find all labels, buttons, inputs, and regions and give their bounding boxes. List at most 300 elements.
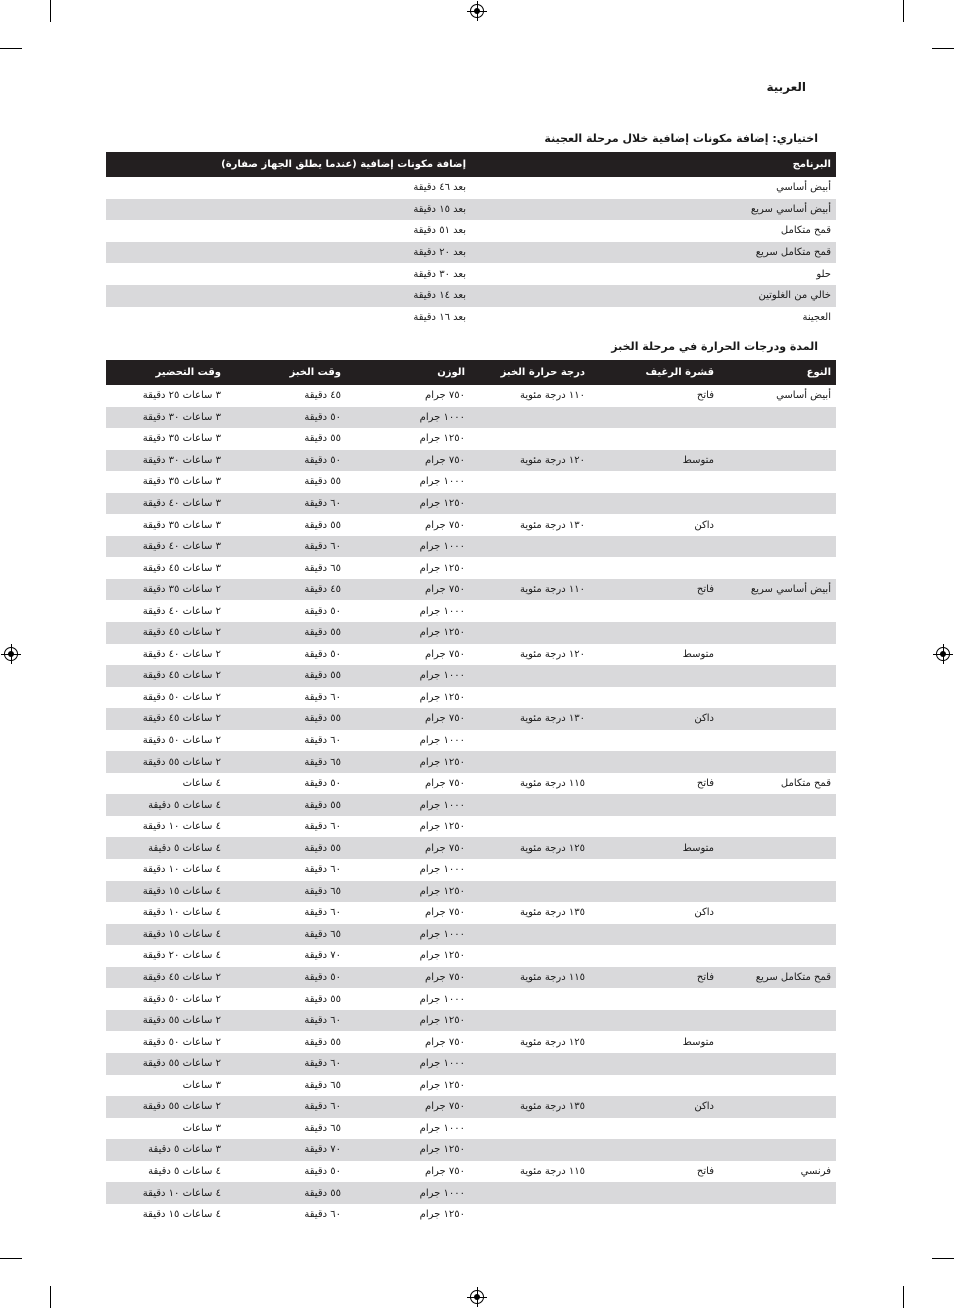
crop-mark <box>932 1258 954 1259</box>
type-cell <box>719 450 836 472</box>
crop-mark <box>0 1258 22 1259</box>
weight-cell: ٧٥٠ جرام <box>425 390 465 402</box>
program-cell: حلو <box>816 268 831 280</box>
table-row <box>106 1182 836 1204</box>
baking-time-cell: ٦٠ دقيقة <box>226 493 346 515</box>
preparation-time-cell: ٤ ساعات ١٥ دقيقة <box>106 881 226 903</box>
section1-title: اختياري: إضافة مكونات إضافية خلال مرحلة العجينة <box>544 132 818 145</box>
weight-cell: ١٢٥٠ جرام <box>419 821 465 833</box>
crust-cell <box>590 1053 719 1075</box>
baking-time-cell: ٦٠ دقيقة <box>226 1010 346 1032</box>
weight-cell: ٧٥٠ جرام <box>425 907 465 919</box>
table-row <box>106 837 836 859</box>
table-row <box>106 1204 836 1226</box>
type-cell <box>719 708 836 730</box>
crust-cell <box>590 493 719 515</box>
preparation-time-cell: ٢ ساعات ٤٥ دقيقة <box>106 665 226 687</box>
preparation-time-cell: ٤ ساعات <box>182 778 221 790</box>
table-row <box>106 1096 836 1118</box>
temperature-cell <box>470 665 590 687</box>
baking-time-cell: ٦٥ دقيقة <box>226 751 346 773</box>
crust-cell <box>590 407 719 429</box>
crop-mark <box>50 0 51 22</box>
table-row <box>106 428 836 450</box>
preparation-time-cell: ٤ ساعات ٥ دقيقة <box>106 794 226 816</box>
crust-cell: متوسط <box>590 837 719 859</box>
temperature-cell <box>470 945 590 967</box>
weight-cell: ١٢٥٠ جرام <box>346 751 470 773</box>
table-row <box>106 307 836 329</box>
temperature-cell <box>470 1139 590 1161</box>
table-row <box>106 1118 836 1140</box>
table-row <box>106 493 836 515</box>
temperature-cell <box>470 816 590 838</box>
temperature-cell: ١١٥ درجة مئوية <box>520 1165 585 1177</box>
preparation-time-cell: ٢ ساعات ٥٥ دقيقة <box>106 1053 226 1075</box>
preparation-time-cell: ٢ ساعات ٤٠ دقيقة <box>142 605 221 617</box>
crust-cell: داكن <box>590 1096 719 1118</box>
column-header-baking-temperature: درجة حرارة الخبز <box>470 360 590 385</box>
program-cell: قمح متكامل <box>780 225 831 237</box>
crop-mark <box>903 1286 904 1308</box>
weight-cell: ٧٥٠ جرام <box>425 1036 465 1048</box>
preparation-time-cell: ٢ ساعات ٤٠ دقيقة <box>142 648 221 660</box>
crust-cell <box>590 924 719 946</box>
baking-time-cell: ٦٠ دقيقة <box>304 691 341 703</box>
weight-cell: ١٢٥٠ جرام <box>346 493 470 515</box>
baking-time-cell: ٦٥ دقيقة <box>226 924 346 946</box>
table-row <box>106 557 836 579</box>
preparation-time-cell: ٤ ساعات ١٠ دقيقة <box>142 907 221 919</box>
table-row <box>106 988 836 1010</box>
type-cell <box>719 1031 836 1053</box>
add-ingredients-time-cell: بعد ٤٦ دقيقة <box>413 182 466 194</box>
type-cell <box>719 665 836 687</box>
table-row <box>106 450 836 472</box>
type-cell <box>719 600 836 622</box>
crust-cell: داكن <box>694 907 714 919</box>
type-cell <box>719 407 836 429</box>
table-row <box>106 687 836 709</box>
preparation-time-cell: ٣ ساعات ٤٠ دقيقة <box>106 536 226 558</box>
temperature-cell <box>470 493 590 515</box>
temperature-cell <box>470 407 590 429</box>
add-ingredients-time-cell: بعد ١٥ دقيقة <box>106 199 471 221</box>
table-row <box>106 773 836 795</box>
crust-cell <box>590 859 719 881</box>
type-cell <box>719 557 836 579</box>
crust-cell: داكن <box>590 708 719 730</box>
preparation-time-cell: ٣ ساعات ٣٠ دقيقة <box>106 450 226 472</box>
crust-cell: فاتح <box>590 967 719 989</box>
crust-cell <box>590 536 719 558</box>
crust-cell <box>590 1010 719 1032</box>
crust-cell: فاتح <box>696 390 714 402</box>
preparation-time-cell: ٤ ساعات ١٠ دقيقة <box>142 821 221 833</box>
preparation-time-cell: ٢ ساعات ٥٥ دقيقة <box>106 1010 226 1032</box>
table-row <box>106 751 836 773</box>
temperature-cell <box>470 557 590 579</box>
preparation-time-cell: ٢ ساعات ٥٠ دقيقة <box>142 993 221 1005</box>
type-cell <box>719 1139 836 1161</box>
weight-cell: ٧٥٠ جرام <box>346 708 470 730</box>
weight-cell: ٧٥٠ جرام <box>346 450 470 472</box>
weight-cell: ١٠٠٠ جرام <box>346 536 470 558</box>
type-cell: قمح متكامل سريع <box>719 967 836 989</box>
baking-time-cell: ٥٥ دقيقة <box>226 1182 346 1204</box>
table-row <box>106 263 836 285</box>
baking-time-cell: ٧٠ دقيقة <box>226 1139 346 1161</box>
baking-time-cell: ٥٥ دقيقة <box>304 1036 341 1048</box>
preparation-time-cell: ٣ ساعات ٤٥ دقيقة <box>142 562 221 574</box>
weight-cell: ١٢٥٠ جرام <box>419 1209 465 1221</box>
crust-cell <box>590 730 719 752</box>
type-cell: أبيض أساسي <box>776 390 831 402</box>
crust-cell <box>590 687 719 709</box>
crust-cell <box>590 794 719 816</box>
temperature-cell <box>470 988 590 1010</box>
table-row <box>106 730 836 752</box>
table-row <box>106 881 836 903</box>
type-cell <box>719 428 836 450</box>
baking-time-cell: ٦٠ دقيقة <box>304 735 341 747</box>
baking-time-cell: ٦٥ دقيقة <box>304 562 341 574</box>
temperature-cell <box>470 1010 590 1032</box>
table-row <box>106 407 836 429</box>
weight-cell: ١٠٠٠ جرام <box>346 407 470 429</box>
temperature-cell <box>470 794 590 816</box>
type-cell <box>719 1053 836 1075</box>
crust-cell: متوسط <box>590 450 719 472</box>
baking-time-cell: ٥٥ دقيقة <box>226 708 346 730</box>
temperature-cell <box>470 1204 590 1226</box>
temperature-cell <box>470 428 590 450</box>
weight-cell: ١٢٥٠ جرام <box>419 950 465 962</box>
preparation-time-cell: ٣ ساعات ٣٥ دقيقة <box>142 476 221 488</box>
temperature-cell <box>470 1075 590 1097</box>
temperature-cell: ١٣٥ درجة مئوية <box>520 907 585 919</box>
type-cell <box>719 794 836 816</box>
preparation-time-cell: ٣ ساعات <box>182 1079 221 1091</box>
baking-time-cell: ٥٠ دقيقة <box>304 605 341 617</box>
weight-cell: ٧٥٠ جرام <box>346 967 470 989</box>
temperature-cell: ١١٥ درجة مئوية <box>470 967 590 989</box>
baking-time-cell: ٥٥ دقيقة <box>304 993 341 1005</box>
table-row <box>106 902 836 924</box>
baking-time-cell: ٦٠ دقيقة <box>226 1096 346 1118</box>
preparation-time-cell: ٤ ساعات ١٠ دقيقة <box>142 864 221 876</box>
type-cell <box>719 1010 836 1032</box>
temperature-cell: ١٣٠ درجة مئوية <box>470 708 590 730</box>
temperature-cell: ١٣٠ درجة مئوية <box>520 519 585 531</box>
baking-time-temperature-table <box>106 360 836 1225</box>
type-cell <box>719 471 836 493</box>
baking-time-cell: ٦٠ دقيقة <box>226 536 346 558</box>
type-cell <box>719 1075 836 1097</box>
column-header-add-ingredients: إضافة مكونات إضافية (عندما يطلق الجهاز صفارة) <box>106 152 471 177</box>
temperature-cell <box>470 622 590 644</box>
crust-cell <box>590 1118 719 1140</box>
preparation-time-cell: ٤ ساعات ١٠ دقيقة <box>106 1182 226 1204</box>
section2-title: المدة ودرجات الحرارة في مرحلة الخبز <box>611 340 818 353</box>
table-row <box>106 1010 836 1032</box>
type-cell <box>719 988 836 1010</box>
baking-time-cell: ٥٠ دقيقة <box>226 450 346 472</box>
type-cell <box>719 924 836 946</box>
baking-time-cell: ٥٥ دقيقة <box>226 794 346 816</box>
add-ingredients-time-cell: بعد ١٦ دقيقة <box>413 311 466 323</box>
weight-cell: ١٢٥٠ جرام <box>346 1139 470 1161</box>
temperature-cell <box>470 1182 590 1204</box>
table-row <box>106 665 836 687</box>
weight-cell: ٧٥٠ جرام <box>346 579 470 601</box>
temperature-cell <box>470 1053 590 1075</box>
preparation-time-cell: ٣ ساعات ٤٠ دقيقة <box>106 493 226 515</box>
baking-time-cell: ٦٠ دقيقة <box>226 1053 346 1075</box>
column-header-type: النوع <box>719 360 836 385</box>
temperature-cell <box>470 471 590 493</box>
table-row <box>106 924 836 946</box>
preparation-time-cell: ٢ ساعات ٥٠ دقيقة <box>142 691 221 703</box>
preparation-time-cell: ٣ ساعات ٣٥ دقيقة <box>142 519 221 531</box>
baking-time-cell: ٥٠ دقيقة <box>226 407 346 429</box>
type-cell <box>719 622 836 644</box>
weight-cell: ٧٥٠ جرام <box>425 778 465 790</box>
preparation-time-cell: ٢ ساعات ٣٥ دقيقة <box>106 579 226 601</box>
temperature-cell <box>470 600 590 622</box>
baking-time-cell: ٥٥ دقيقة <box>304 433 341 445</box>
program-cell: أبيض أساسي سريع <box>471 199 836 221</box>
preparation-time-cell: ٢ ساعات ٥٠ دقيقة <box>142 1036 221 1048</box>
baking-time-cell: ٥٥ دقيقة <box>304 476 341 488</box>
baking-time-cell: ٦٥ دقيقة <box>304 1079 341 1091</box>
weight-cell: ١٢٥٠ جرام <box>419 433 465 445</box>
type-cell <box>719 730 836 752</box>
weight-cell: ٧٥٠ جرام <box>346 837 470 859</box>
table-row <box>106 859 836 881</box>
registration-mark-icon <box>936 647 950 661</box>
preparation-time-cell: ٤ ساعات ١٥ دقيقة <box>106 924 226 946</box>
crust-cell: داكن <box>694 519 714 531</box>
table-row <box>106 177 836 199</box>
crust-cell <box>590 665 719 687</box>
baking-time-cell: ٥٠ دقيقة <box>304 1165 341 1177</box>
weight-cell: ١٠٠٠ جرام <box>419 993 465 1005</box>
crust-cell <box>590 1182 719 1204</box>
preparation-time-cell: ٤ ساعات ٥ دقيقة <box>148 1165 221 1177</box>
baking-time-cell: ٦٠ دقيقة <box>304 1209 341 1221</box>
preparation-time-cell: ٢ ساعات ٤٥ دقيقة <box>106 622 226 644</box>
column-header-weight: الوزن <box>346 360 470 385</box>
weight-cell: ١٠٠٠ جرام <box>346 794 470 816</box>
type-cell <box>719 1096 836 1118</box>
table-row <box>106 1075 836 1097</box>
column-header-program: البرنامج <box>471 152 836 177</box>
temperature-cell <box>470 687 590 709</box>
temperature-cell: ١٢٠ درجة مئوية <box>470 450 590 472</box>
baking-time-cell: ٥٠ دقيقة <box>226 967 346 989</box>
table-row <box>106 1139 836 1161</box>
weight-cell: ١٠٠٠ جرام <box>419 605 465 617</box>
preparation-time-cell: ٢ ساعات ٥٥ دقيقة <box>106 1096 226 1118</box>
crust-cell <box>590 1075 719 1097</box>
temperature-cell: ١٢٠ درجة مئوية <box>520 648 585 660</box>
crust-cell <box>590 945 719 967</box>
temperature-cell <box>470 1118 590 1140</box>
baking-time-cell: ٦٠ دقيقة <box>304 821 341 833</box>
table-row <box>106 1161 836 1183</box>
column-header-crust: قشرة الرغيف <box>590 360 719 385</box>
crop-mark <box>932 48 954 49</box>
weight-cell: ١٠٠٠ جرام <box>419 735 465 747</box>
type-cell <box>719 536 836 558</box>
baking-time-cell: ٥٥ دقيقة <box>226 622 346 644</box>
crust-cell <box>590 751 719 773</box>
baking-time-cell: ٦٥ دقيقة <box>226 881 346 903</box>
weight-cell: ١٠٠٠ جرام <box>419 864 465 876</box>
table-row <box>106 199 836 221</box>
crust-cell <box>590 471 719 493</box>
table-row <box>106 1031 836 1053</box>
table-row <box>106 816 836 838</box>
baking-time-cell: ٥٠ دقيقة <box>304 778 341 790</box>
add-ingredients-time-cell: بعد ٣٠ دقيقة <box>413 268 466 280</box>
crop-mark <box>50 1286 51 1308</box>
column-header-baking-time: وقت الخبز <box>226 360 346 385</box>
weight-cell: ١٢٥٠ جرام <box>419 562 465 574</box>
baking-time-cell: ٦٠ دقيقة <box>304 864 341 876</box>
program-cell: قمح متكامل سريع <box>471 242 836 264</box>
registration-mark-icon <box>470 4 484 18</box>
table-row <box>106 514 836 536</box>
page-language-label: العربية <box>766 80 806 94</box>
crust-cell <box>590 428 719 450</box>
crust-cell: متوسط <box>682 1036 714 1048</box>
preparation-time-cell: ٢ ساعات ٤٥ دقيقة <box>106 967 226 989</box>
table-header-row <box>106 152 836 177</box>
preparation-time-cell: ٣ ساعات <box>182 1122 221 1134</box>
weight-cell: ١٠٠٠ جرام <box>419 1122 465 1134</box>
weight-cell: ١٢٥٠ جرام <box>419 1079 465 1091</box>
crust-cell <box>590 816 719 838</box>
temperature-cell: ١٢٥ درجة مئوية <box>520 1036 585 1048</box>
table-row <box>106 945 836 967</box>
temperature-cell <box>470 859 590 881</box>
baking-time-cell: ٤٥ دقيقة <box>304 390 341 402</box>
table-row <box>106 220 836 242</box>
crust-cell <box>590 988 719 1010</box>
weight-cell: ١٢٥٠ جرام <box>346 622 470 644</box>
weight-cell: ١٠٠٠ جرام <box>346 1182 470 1204</box>
type-cell <box>719 1204 836 1226</box>
table-row <box>106 471 836 493</box>
type-cell <box>719 644 836 666</box>
weight-cell: ١٢٥٠ جرام <box>419 691 465 703</box>
weight-cell: ١٢٥٠ جرام <box>346 1010 470 1032</box>
temperature-cell <box>470 881 590 903</box>
baking-time-cell: ٥٥ دقيقة <box>226 665 346 687</box>
type-cell <box>719 881 836 903</box>
program-cell: خالي من الغلوتين <box>471 285 836 307</box>
temperature-cell: ١٢٥ درجة مئوية <box>470 837 590 859</box>
baking-time-cell: ٥٥ دقيقة <box>304 519 341 531</box>
temperature-cell <box>470 751 590 773</box>
crust-cell: فاتح <box>590 579 719 601</box>
baking-time-cell: ٧٠ دقيقة <box>304 950 341 962</box>
temperature-cell: ١١٠ درجة مئوية <box>470 579 590 601</box>
weight-cell: ١٢٥٠ جرام <box>346 881 470 903</box>
crust-cell <box>590 881 719 903</box>
temperature-cell <box>470 730 590 752</box>
weight-cell: ٧٥٠ جرام <box>425 648 465 660</box>
crop-mark <box>0 48 22 49</box>
extra-ingredients-table <box>106 152 836 328</box>
preparation-time-cell: ٣ ساعات ٢٥ دقيقة <box>142 390 221 402</box>
weight-cell: ١٠٠٠ جرام <box>419 476 465 488</box>
crust-cell <box>590 1139 719 1161</box>
type-cell <box>719 751 836 773</box>
baking-time-cell: ٥٥ دقيقة <box>226 837 346 859</box>
type-cell <box>719 1182 836 1204</box>
preparation-time-cell: ٣ ساعات ٥ دقيقة <box>106 1139 226 1161</box>
weight-cell: ١٠٠٠ جرام <box>346 665 470 687</box>
table-row <box>106 794 836 816</box>
temperature-cell: ١٣٥ درجة مئوية <box>470 1096 590 1118</box>
table-row <box>106 385 836 407</box>
table-row <box>106 285 836 307</box>
table-header-row <box>106 360 836 385</box>
baking-time-cell: ٦٠ دقيقة <box>304 907 341 919</box>
preparation-time-cell: ٢ ساعات ٤٥ دقيقة <box>106 708 226 730</box>
type-cell <box>719 493 836 515</box>
weight-cell: ٧٥٠ جرام <box>346 1096 470 1118</box>
table-row <box>106 708 836 730</box>
weight-cell: ١٠٠٠ جرام <box>346 924 470 946</box>
preparation-time-cell: ٢ ساعات ٥٥ دقيقة <box>106 751 226 773</box>
table-row <box>106 600 836 622</box>
crust-cell: متوسط <box>682 648 714 660</box>
crust-cell <box>590 1204 719 1226</box>
registration-mark-icon <box>4 647 18 661</box>
program-cell: أبيض أساسي <box>776 182 831 194</box>
baking-time-cell: ٥٠ دقيقة <box>304 648 341 660</box>
add-ingredients-time-cell: بعد ٥١ دقيقة <box>413 225 466 237</box>
baking-time-cell: ٦٥ دقيقة <box>304 1122 341 1134</box>
preparation-time-cell: ٣ ساعات ٣٠ دقيقة <box>106 407 226 429</box>
crust-cell: فاتح <box>696 778 714 790</box>
table-row <box>106 536 836 558</box>
table-row <box>106 967 836 989</box>
crust-cell <box>590 600 719 622</box>
type-cell <box>719 902 836 924</box>
type-cell: قمح متكامل <box>780 778 831 790</box>
table-row <box>106 622 836 644</box>
crust-cell <box>590 557 719 579</box>
temperature-cell <box>470 924 590 946</box>
table-row <box>106 579 836 601</box>
type-cell: فرنسي <box>800 1165 831 1177</box>
column-header-preparation-time: وقت التحضير <box>106 360 226 385</box>
crop-mark <box>903 0 904 22</box>
temperature-cell <box>470 536 590 558</box>
weight-cell: ١٠٠٠ جرام <box>346 1053 470 1075</box>
type-cell <box>719 816 836 838</box>
type-cell: أبيض أساسي سريع <box>719 579 836 601</box>
add-ingredients-time-cell: بعد ١٤ دقيقة <box>106 285 471 307</box>
table-row <box>106 1053 836 1075</box>
type-cell <box>719 859 836 881</box>
type-cell <box>719 1118 836 1140</box>
